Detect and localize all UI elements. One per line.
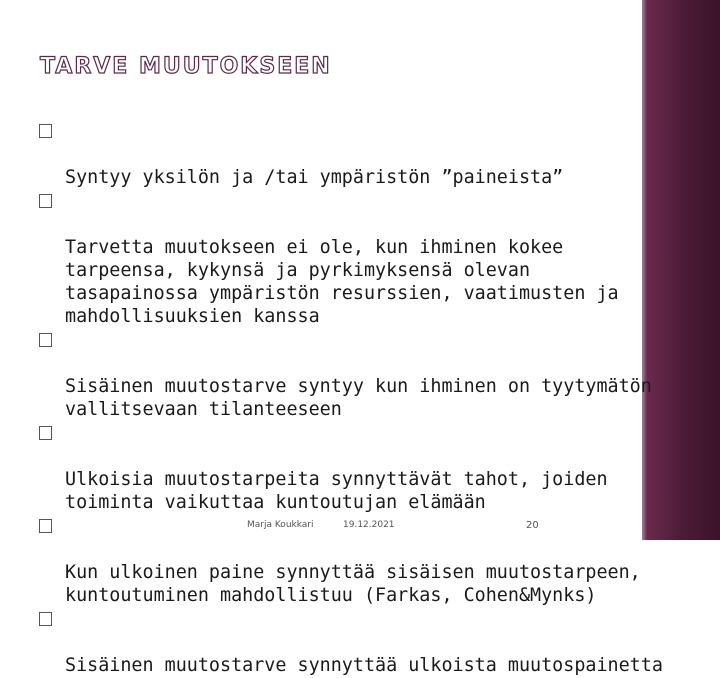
square-bullet-icon	[39, 612, 52, 626]
square-bullet-icon	[39, 333, 52, 347]
bullet-text: Syntyy yksilön ja /tai ympäristön ”paineista”	[65, 167, 564, 188]
bullet-item	[37, 329, 687, 421]
bullet-item	[37, 608, 687, 677]
bullet-text: Ulkoisia muutostarpeita synnyttävät tahot, joiden toiminta vaikuttaa kuntoutujan elämään	[65, 469, 608, 513]
bullet-item	[37, 120, 687, 189]
square-bullet-icon	[39, 124, 52, 138]
page-number: 20	[526, 520, 539, 531]
footer-date: 19.12.2021	[343, 520, 395, 530]
footer-author: Marja Koukkari	[247, 520, 314, 530]
bullet-list	[37, 120, 687, 678]
bullet-text: Sisäinen muutostarve syntyy kun ihminen on tyytymätön vallitsevaan tilanteeseen	[65, 376, 652, 420]
bullet-item	[37, 422, 687, 514]
square-bullet-icon	[39, 426, 52, 440]
square-bullet-icon	[39, 519, 52, 533]
bullet-item	[37, 190, 687, 328]
bullet-text: Kun ulkoinen paine synnyttää sisäisen muutostarpeen, kuntoutuminen mahdollistuu (Farkas, Cohen&Mynks)	[65, 562, 641, 606]
bullet-text: Tarvetta muutokseen ei ole, kun ihminen kokee tarpeensa, kykynsä ja pyrkimyksensä olevan tasapainossa ympäristön resurssien, vaatimusten ja mahdollisuuksien kanssa	[65, 237, 619, 327]
slide-title: TARVE MUUTOKSEEN	[40, 54, 332, 79]
square-bullet-icon	[39, 194, 52, 208]
bullet-text: Sisäinen muutostarve synnyttää ulkoista muutospainetta	[65, 655, 663, 676]
